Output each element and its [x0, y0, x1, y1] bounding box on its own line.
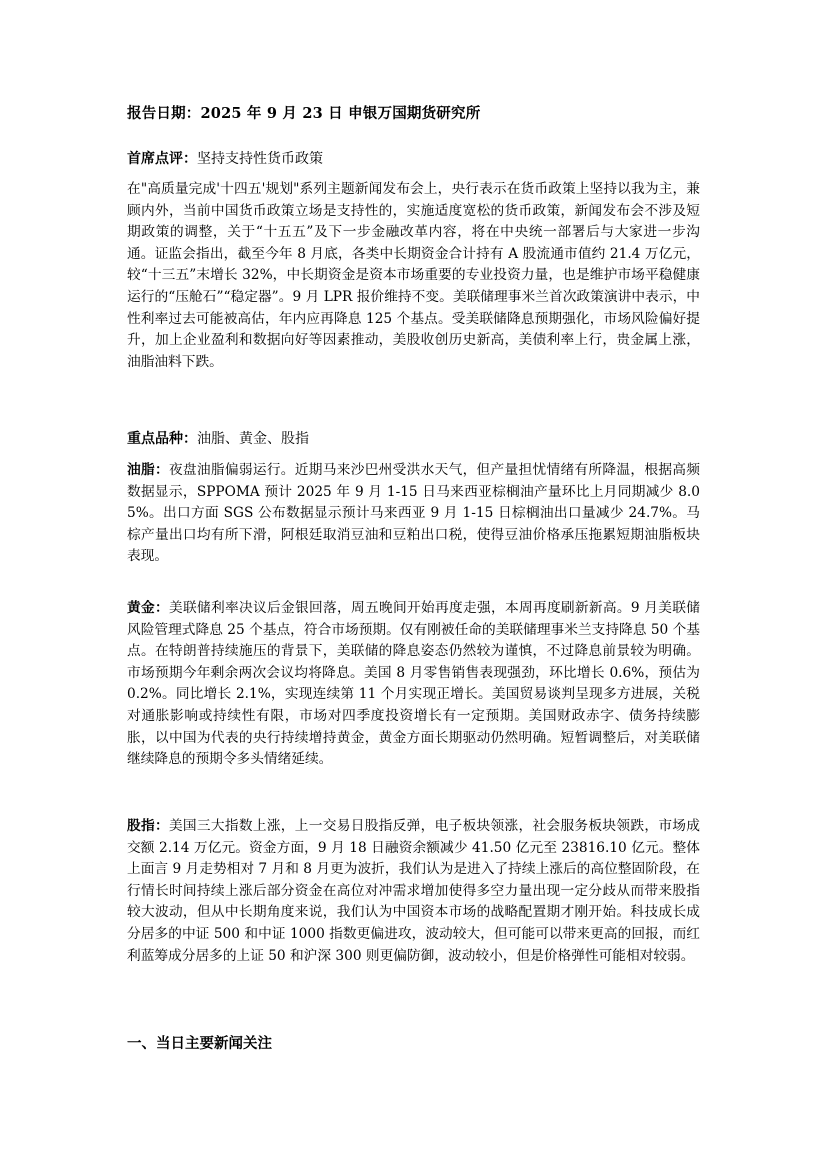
gold-label: 黄金：	[127, 600, 169, 616]
index-text: 美国三大指数上涨，上一交易日股指反弹，电子板块领涨，社会服务板块领跌，市场成交额 2.14 万亿元。资金方面，9 月 18 日融资余额减少 41.50 亿元至 23816.10 亿元。整体上面言 9 月走势相对 7 月和 8 月更为波折，我们认为是进入了持续上涨后的高位整固阶段，在行情长时间持续上涨后部分资金在高位对冲需求增加使得多空力量出现一定分歧从而带来股指较大波动，但从中长期角度来说，我们认为中国资本市场的战略配置期才刚开始。科技成长成分居多的中证 500 和中证 1000 指数更偏进攻，波动较大，但可能可以带来更高的回报，而红利蓝筹成分居多的上证 50 和沪深 300 则更偏防御，波动较小，但是价格弹性可能相对较弱。	[127, 818, 700, 964]
oils-text: 夜盘油脂偏弱运行。近期马来沙巴州受洪水天气，但产量担忧情绪有所降温，根据高频数据显示，SPPOMA 预计 2025 年 9 月 1-15 日马来西亚棕榈油产量环比上月同期减少 8.05%。出口方面 SGS 公布数据显示预计马来西亚 9 月 1-15 日棕榈油出口量减少 24.7%。马棕产量出口均有所下滑，阿根廷取消豆油和豆粕出口税，使得豆油价格承压拖累短期油脂板块表现。	[127, 462, 700, 565]
key-products-label: 重点品种：	[127, 431, 197, 447]
key-products-value: 油脂、黄金、股指	[197, 431, 309, 447]
key-products	[127, 428, 700, 448]
chief-comment-value: 坚持支持性货币政策	[197, 151, 323, 167]
intro-paragraph: 在"高质量完成'十四五'规划"系列主题新闻发布会上，央行表示在货币政策上坚持以我为主，兼顾内外，当前中国货币政策立场是支持性的，实施适度宽松的货币政策，新闻发布会不涉及短期政策的调整，关于“十五五”及下一步金融改革内容，将在中央统一部署后与大家进一步沟通。证监会指出，截至今年 8 月底，各类中长期资金合计持有 A 股流通市值约 21.4 万亿元，较“十三五”末增长 32%，中长期资金是资本市场重要的专业投资力量，也是维护市场平稳健康运行的“压舱石”“稳定器”。9 月 LPR 报价维持不变。美联储理事米兰首次政策演讲中表示，中性利率过去可能被高估，年内应再降息 125 个基点。受美联储降息预期强化，市场风险偏好提升，加上企业盈利和数据向好等因素推动，美股收创历史新高，美债利率上行，贵金属上涨，油脂油料下跌。	[127, 181, 700, 370]
oils-label: 油脂：	[127, 462, 169, 478]
oils-paragraph	[127, 460, 700, 568]
chief-comment-label: 首席点评：	[127, 151, 197, 167]
news-section-title: 一、当日主要新闻关注	[127, 1035, 272, 1052]
gold-text: 美联储利率决议后金银回落，周五晚间开始再度走强，本周再度刷新新高。9 月美联储风险管理式降息 25 个基点，符合市场预期。仅有刚被任命的美联储理事米兰支持降息 50 个基点。在特朗普持续施压的背景下，美联储的降息姿态仍然较为谨慎，不过降息前景较为明确。市场预期今年剩余两次会议均将降息。美国 8 月零售销售表现强劲，环比增长 0.6%，预估为 0.2%。同比增长 2.1%，实现连续第 11 个月实现正增长。美国贸易谈判呈现多方进展，关税对通胀影响或持续性有限，市场对四季度投资增长有一定预期。美国财政赤字、债务持续膨胀，以中国为代表的央行持续增持黄金，黄金方面长期驱动仍然明确。短暂调整后，对美联储继续降息的预期令多头情绪延续。	[127, 600, 700, 768]
index-label: 股指：	[127, 818, 169, 834]
index-paragraph	[127, 816, 700, 967]
chief-comment	[127, 148, 700, 168]
gold-paragraph	[127, 598, 700, 771]
report-header: 报告日期：2025 年 9 月 23 日 申银万国期货研究所	[127, 105, 481, 122]
